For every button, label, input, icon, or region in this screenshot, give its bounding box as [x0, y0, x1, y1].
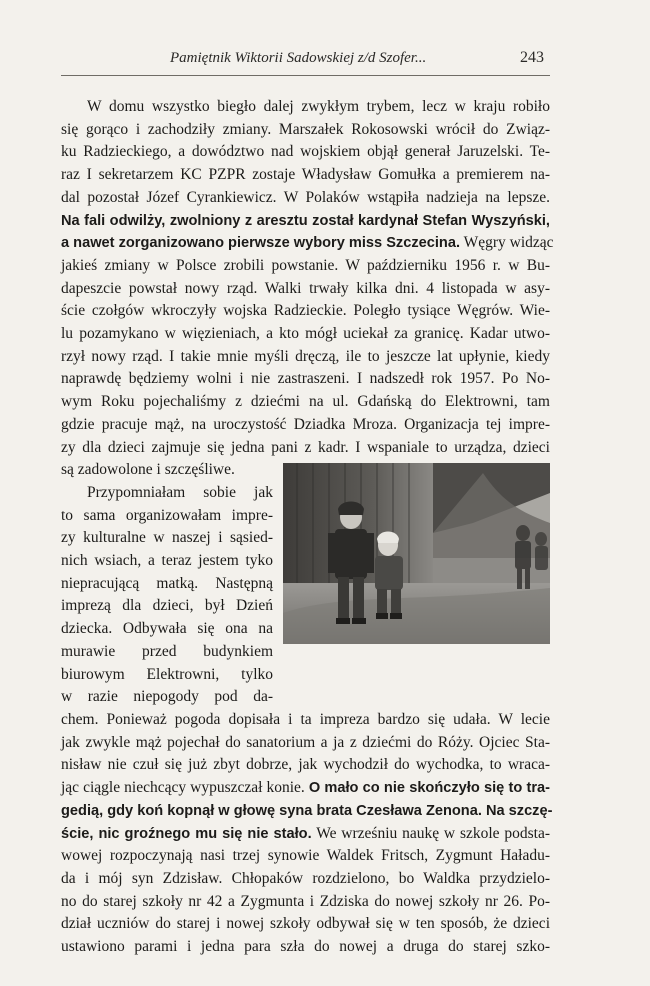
- text-line: raz I sekretarzem KC PZPR zostaje Władysław Gomułka a premierem na-: [61, 166, 550, 184]
- text-line: imprezą dla dzieci, był Dzień: [61, 597, 273, 615]
- text-line: się gorąco i zachodziły zmiany. Marszałek Rokosowski wrócił do Związ-: [61, 120, 550, 138]
- text-line: w razie niepogody pod da-: [61, 688, 273, 706]
- text-line: wym Roku pojechaliśmy z dziećmi na ul. Gdańską do Elektrowni, tam: [61, 393, 550, 411]
- photo-two-boys: [283, 463, 550, 644]
- text-line: naprawdę będziemy wolni i nie zastraszeni. I nadszedł rok 1957. Po No-: [61, 370, 550, 388]
- photo-image: [283, 463, 550, 644]
- text-line: to sama organizowałam impre-: [61, 506, 273, 524]
- text-line: W domu wszystko biegło dalej zwykłym trybem, lecz w kraju robiło: [87, 98, 550, 115]
- text-line: biurowym Elektrowni, tylko: [61, 665, 273, 683]
- text-line: jakieś zmiany w Polsce zrobili powstanie. W październiku 1956 r. w Bu-: [61, 256, 550, 274]
- text-line: nisław nie czuł się już zbyt dobrze, jak wychodził do wychodka, to wraca-: [61, 756, 550, 774]
- text-line: wowej rozpoczynają nasi trzej synowie Waldek Fritsch, Zygmunt Haładu-: [61, 847, 550, 865]
- text-line: rzył nowy rząd. I takie mnie myśli dręczą, ile to jeszcze lat upłynie, kiedy: [61, 347, 550, 365]
- text-line: Przypomniałam sobie jak: [87, 483, 273, 501]
- text-line: ku Radzieckiego, a dowództwo nad wojskiem objął generał Jaruzelski. Te-: [61, 143, 550, 161]
- text-line: a nawet zorganizowano pierwsze wybory miss Szczecina. Węgry widząc: [61, 234, 554, 252]
- bold-run: O mało co nie skończyło się to tra-: [308, 780, 550, 797]
- text-line: są zadowolone i szczęśliwe.: [61, 461, 235, 479]
- bold-text-line: Na fali odwilży, zwolniony z aresztu został kardynał Stefan Wyszyński,: [61, 212, 550, 229]
- text-line: ście czołgów wkroczyły wojska Radzieckie. Poległo tysiące Węgrów. Wie-: [61, 302, 550, 320]
- text-line: lu pozamykano w więzieniach, a kto mógł uciekał za granicę. Kadar utwo-: [61, 325, 550, 343]
- text-line: nich wsiach, a teraz jestem tyko: [61, 552, 273, 570]
- text-line: jak zwykle mąż pojechał do sanatorium a ja z dziećmi do Róży. Ojciec Sta-: [61, 733, 550, 751]
- bold-run: ście, nic groźnego mu się nie stało.: [61, 825, 312, 842]
- text-line: dziecka. Odbywała się ona na: [61, 620, 273, 638]
- text-line: chem. Ponieważ pogoda dopisała i ta impreza bardzo się udała. W lecie: [61, 710, 550, 728]
- page-number: 243: [520, 49, 544, 66]
- text-line: da i mój syn Zdzisław. Chłopaków rozdzielono, bo Waldka przydzielo-: [61, 869, 550, 887]
- text-line: jąc ciągle niechcący wypuszczał konie. O mało co nie skończyło się to tra-: [61, 779, 550, 797]
- text-line: no do starej szkoły nr 42 a Zygmunta i Zdziska do nowej szkoły nr 26. Po-: [61, 892, 550, 910]
- bold-run: a nawet zorganizowano pierwsze wybory miss Szczecina.: [61, 235, 461, 252]
- text-line: ustawiono parami i jedna para szła do nowej a druga do starej szko-: [61, 938, 550, 956]
- text-line: dział uczniów do starej i nowej szkoły odbywał się w ten sposób, że dzieci: [61, 915, 550, 933]
- text-line: zy dla dzieci zajmuje się jedna pani z kadr. I wspaniale to urządza, dzieci: [61, 438, 550, 456]
- text-line: dal pozostał Józef Cyrankiewicz. W Polaków wstąpiła nadzieja na lepsze.: [61, 188, 550, 206]
- text-line: dapeszcie powstał nowy rząd. Walki trwały kilka dni. 4 listopada w asy-: [61, 279, 550, 297]
- text-line: murawie przed budynkiem: [61, 642, 273, 660]
- text-line: zy kulturalne w naszej i sąsied-: [61, 529, 273, 547]
- text-line: gdzie pracuje mąż, na uroczystość Dziadka Mroza. Organizacja tej impre-: [61, 415, 550, 433]
- text-line: niepracującą matką. Następną: [61, 574, 273, 592]
- text-line: ście, nic groźnego mu się nie stało. We wrześniu naukę w szkole podsta-: [61, 824, 551, 842]
- running-title: Pamiętnik Wiktorii Sadowskiej z/d Szofer...: [170, 50, 427, 66]
- bold-text-line: gedią, gdy koń kopnął w głowę syna brata Czesława Zenona. Na szczę-: [61, 802, 553, 819]
- header-rule: [61, 75, 550, 76]
